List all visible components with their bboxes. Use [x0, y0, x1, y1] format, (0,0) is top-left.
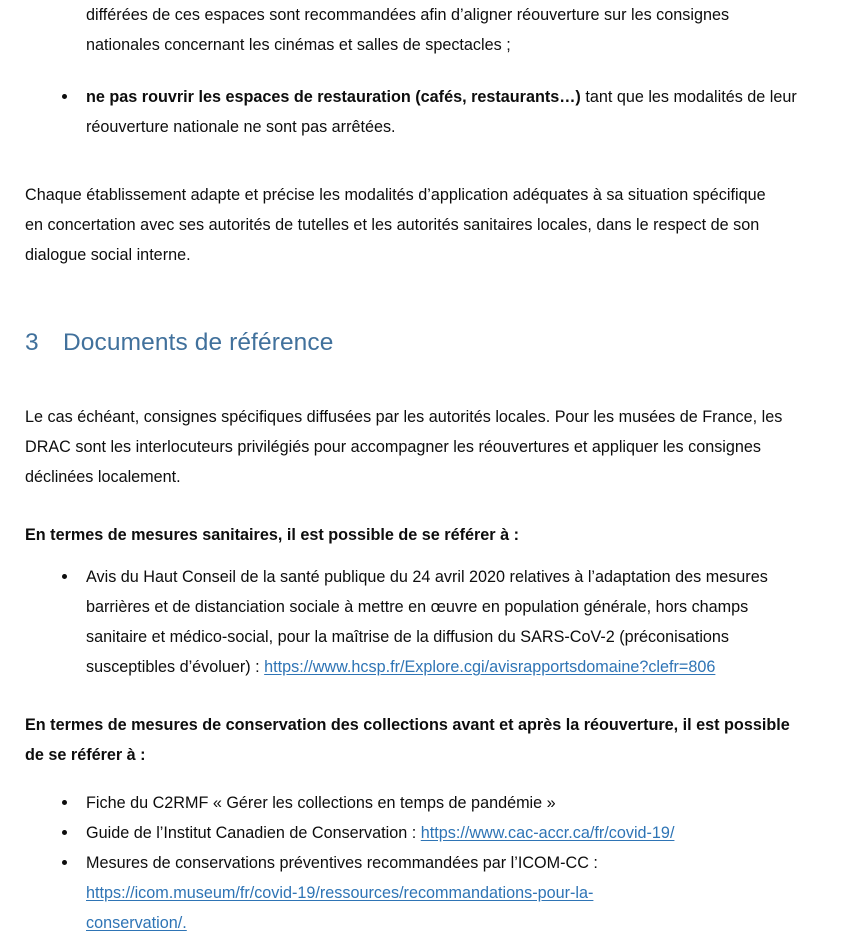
spacer: [25, 390, 818, 402]
bullet-hcsp-line-3: sanitaire et médico-social, pour la maîtrise de la diffusion du SARS-CoV-2 (préconisations: [86, 628, 730, 646]
paragraph-adaptation-line-1: Chaque établissement adapte et précise les modalités d’application adéquates à sa situation spécifique: [25, 186, 766, 204]
lead-conservation: [25, 710, 818, 770]
bullet-icom-text: Mesures de conservations préventives recommandées par l’ICOM-CC :: [86, 854, 598, 872]
bullet-icc: [86, 818, 818, 848]
link-icom-line-1[interactable]: https://icom.museum/fr/covid-19/ressources/recommandations-pour-la-: [86, 884, 594, 902]
spacer: [25, 360, 818, 390]
link-icom-line-2[interactable]: conservation/.: [86, 914, 187, 932]
bullet-restauration-bold: ne pas rouvrir les espaces de restauration (cafés, restaurants…): [86, 88, 581, 106]
section-heading-number: 3: [25, 329, 39, 356]
paragraph-drac: [25, 402, 818, 492]
list-item: [25, 818, 818, 848]
spacer: [25, 682, 818, 710]
link-hcsp[interactable]: https://www.hcsp.fr/Explore.cgi/avisrapportsdomaine?clefr=806: [264, 658, 716, 676]
bullet-restauration-line-1: [86, 82, 818, 112]
list-item: [25, 848, 818, 938]
paragraph-drac-line-2: DRAC sont les interlocuteurs privilégiés pour accompagner les réouvertures et appliquer les consignes: [25, 438, 762, 456]
paragraph-adaptation: [25, 180, 818, 270]
bullet-restauration-line-2: réouverture nationale ne sont pas arrêtées.: [86, 118, 396, 136]
paragraph-drac-line-1: Le cas échéant, consignes spécifiques diffusées par les autorités locales. Pour les musées de France, les: [25, 408, 783, 426]
bullet-hcsp-line-2: barrières et de distanciation sociale à mettre en œuvre en population générale, hors champs: [86, 598, 749, 616]
section-heading: [25, 326, 818, 360]
bullet-restauration-rest: tant que les modalités de leur: [580, 88, 797, 106]
spacer: [25, 308, 818, 326]
link-icom-line-2-wrap: [86, 908, 818, 938]
bullet-hcsp-line-1: Avis du Haut Conseil de la santé publique du 24 avril 2020 relatives à l’adaptation des mesures: [86, 568, 768, 586]
bullet-list-conservation: [25, 788, 818, 938]
link-cac-accr[interactable]: https://www.cac-accr.ca/fr/covid-19/: [420, 824, 675, 842]
spacer: [25, 550, 818, 562]
paragraph-drac-line-3: déclinées localement.: [25, 468, 181, 486]
spacer: [25, 142, 818, 180]
lead-conservation-line-2: de se référer à :: [25, 746, 146, 764]
link-icom-line-1-wrap: [86, 878, 818, 908]
bullet-hcsp-line-4: [86, 652, 818, 682]
continued-bullet-paragraph: [25, 0, 818, 60]
spacer: [25, 270, 818, 308]
list-item: [25, 788, 818, 818]
lead-conservation-line-1: En termes de mesures de conservation des collections avant et après la réouverture, il est possible: [25, 716, 790, 734]
bullet-icc-text: Guide de l’Institut Canadien de Conservation :: [86, 824, 421, 842]
spacer: [25, 770, 818, 788]
bullet-hcsp-line-4-prefix: susceptibles d’évoluer) :: [86, 658, 265, 676]
lead-sanitaires: En termes de mesures sanitaires, il est possible de se référer à :: [25, 526, 519, 544]
bullet-list-restauration: [25, 82, 818, 142]
paragraph-adaptation-line-2: en concertation avec ses autorités de tutelles et les autorités sanitaires locales, dans le respect de son: [25, 216, 760, 234]
bullet-c2rmf: Fiche du C2RMF « Gérer les collections en temps de pandémie »: [86, 794, 556, 812]
bullet-list-sanitaires: [25, 562, 818, 682]
list-item: [25, 562, 818, 682]
spacer: [25, 492, 818, 520]
continued-bullet-line-2: nationales concernant les cinémas et salles de spectacles ;: [86, 36, 511, 54]
list-item: [25, 82, 818, 142]
section-heading-title: Documents de référence: [63, 329, 334, 356]
spacer: [25, 60, 818, 82]
continued-bullet-line-1: différées de ces espaces sont recommandées afin d’aligner réouverture sur les consignes: [86, 6, 730, 24]
paragraph-adaptation-line-3: dialogue social interne.: [25, 246, 191, 264]
